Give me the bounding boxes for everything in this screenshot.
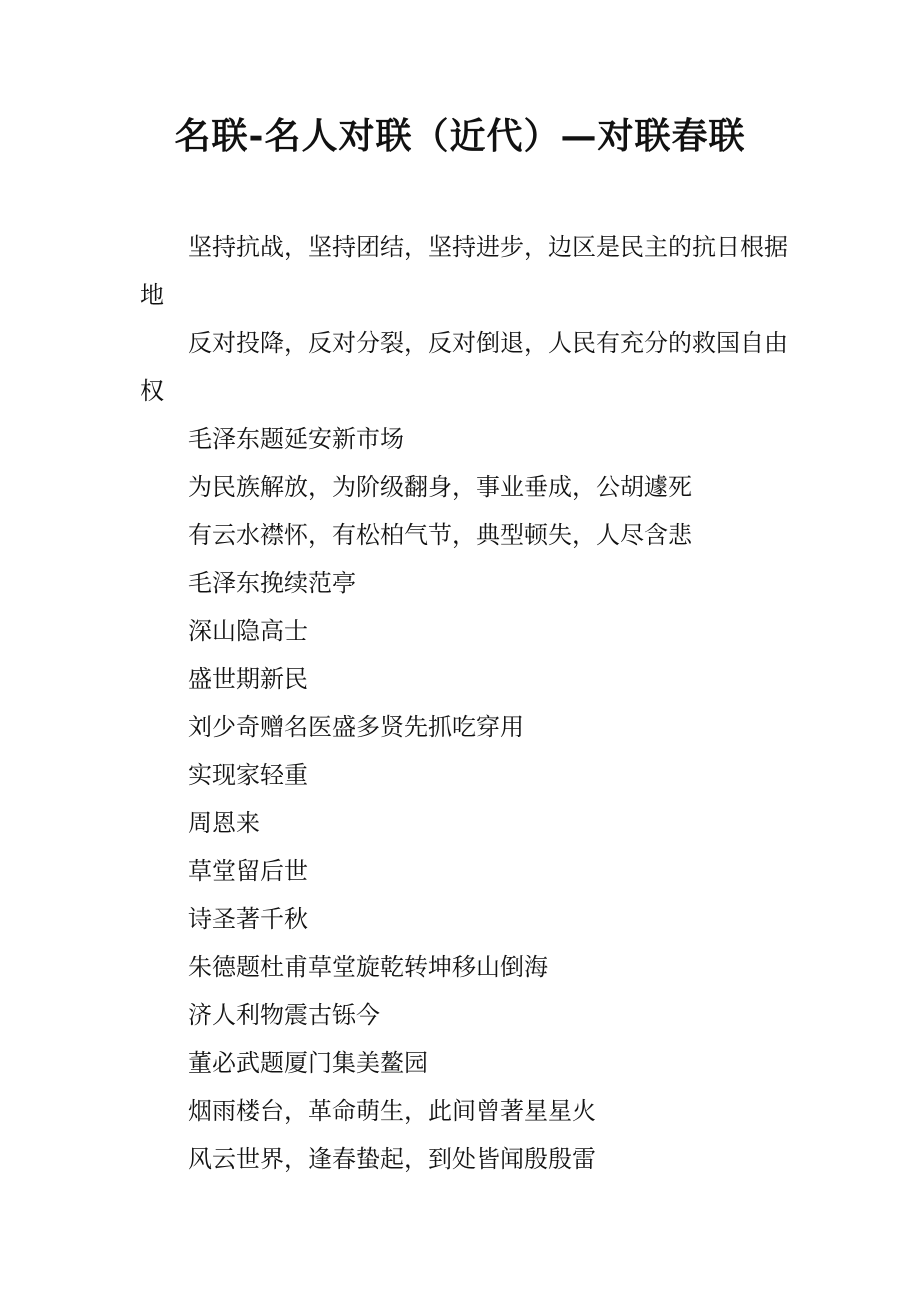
paragraph: 周恩来 [188, 809, 260, 837]
paragraph: 实现家轻重 [188, 761, 308, 789]
paragraph: 草堂留后世 [188, 857, 308, 885]
paragraph: 董必武题厦门集美鳌园 [188, 1049, 428, 1077]
paragraph: 烟雨楼台，革命萌生，此间曾著星星火 [188, 1097, 596, 1125]
paragraph: 朱德题杜甫草堂旋乾转坤移山倒海 [188, 953, 548, 981]
paragraph: 盛世期新民 [188, 665, 308, 693]
paragraph: 毛泽东挽续范亭 [188, 569, 356, 597]
paragraph: 诗圣著千秋 [188, 905, 308, 933]
paragraph: 为民族解放，为阶级翻身，事业垂成，公胡遽死 [188, 473, 692, 501]
paragraph: 毛泽东题延安新市场 [188, 425, 404, 453]
document-title: 名联-名人对联（近代）—对联春联 [174, 115, 746, 157]
document-body [140, 223, 790, 1183]
paragraph: 济人利物震古铄今 [188, 1001, 380, 1029]
paragraph: 有云水襟怀，有松柏气节，典型顿失，人尽含悲 [188, 521, 692, 549]
paragraph: 刘少奇赠名医盛多贤先抓吃穿用 [188, 713, 524, 741]
paragraph: 深山隐高士 [188, 617, 308, 645]
paragraph: 风云世界，逢春蛰起，到处皆闻殷殷雷 [188, 1145, 596, 1173]
paragraph: 反对投降，反对分裂，反对倒退，人民有充分的救国自由权 [140, 329, 788, 405]
paragraph: 坚持抗战，坚持团结，坚持进步，边区是民主的抗日根据地 [140, 233, 788, 309]
